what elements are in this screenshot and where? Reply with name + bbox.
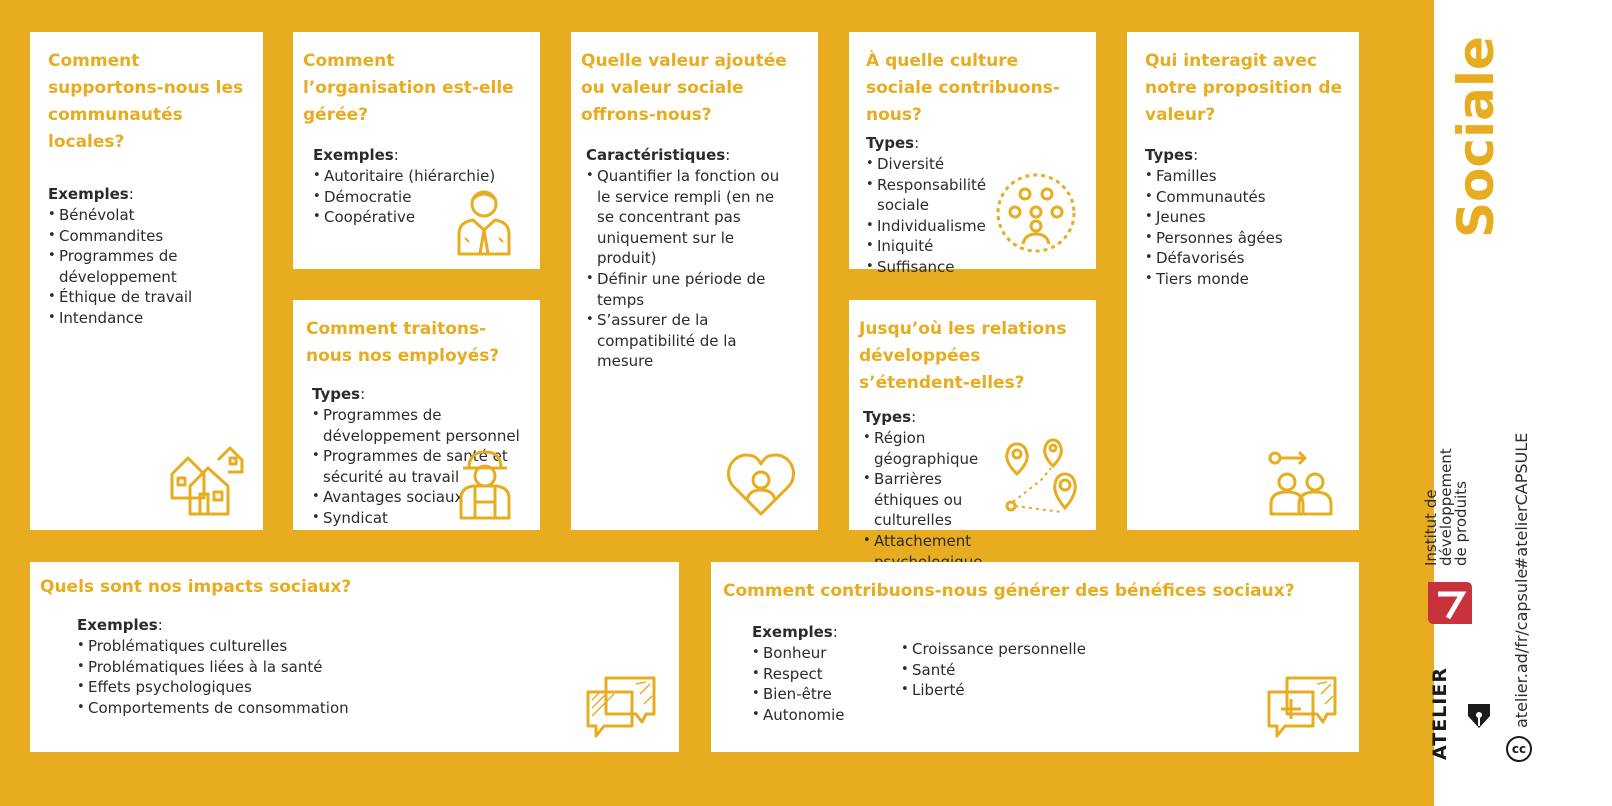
card-subtitle: Caractéristiques: (586, 146, 731, 164)
card-subtitle: Exemples: (48, 185, 134, 203)
list-item: • Personnes âgées (1145, 228, 1343, 249)
list-item: • Commandites (48, 226, 247, 247)
creative-commons-icon (1506, 736, 1532, 762)
card-title: Quelle valeur ajoutée ou valeur sociale offrons-nous? (581, 51, 787, 125)
list-item: • Défavorisés (1145, 248, 1343, 269)
list-item: • Coopérative (313, 207, 524, 228)
idp-line-2: développement (1437, 448, 1455, 566)
list-item: • Responsabilité sociale (866, 175, 986, 216)
card-subtitle: Exemples: (752, 623, 838, 641)
card-subtitle: Types: (312, 385, 366, 403)
list-item: • Démocratie (313, 187, 524, 208)
card-subtitle: Exemples: (313, 146, 399, 164)
item-list (866, 154, 986, 278)
list-item: • Intendance (48, 308, 247, 329)
card-title: Comment l’organisation est-elle gérée? (303, 51, 514, 125)
card-social-impacts (30, 562, 679, 752)
card-title: Jusqu’où les relations développées s’étendent-elles? (859, 319, 1067, 393)
list-item: • Programmes de développement personnel (312, 405, 524, 446)
map-pins-icon (1001, 436, 1081, 516)
atelier-logo: ATELIER (1429, 667, 1451, 760)
idp-line-3: de produits (1452, 481, 1470, 566)
list-item: • Quantifier la fonction ou le service rempli (en ne se concentrant pas uniquement sur le produit) (586, 166, 780, 269)
list-item: • Avantages sociaux (312, 487, 524, 508)
list-item: • Familles (1145, 166, 1343, 187)
list-item: • Définir une période de temps (586, 269, 780, 310)
sidebar (1422, 0, 1612, 806)
list-item: • Problématiques culturelles (77, 636, 663, 657)
group-circle-icon (995, 172, 1077, 254)
card-title: Comment traitons-nous nos employés? (306, 319, 500, 366)
list-item: • Comportements de consommation (77, 698, 663, 719)
card-title: Comment supportons-nous les communautés locales? (48, 51, 244, 152)
list-item: • Jeunes (1145, 207, 1343, 228)
people-arrow-icon (1267, 446, 1339, 518)
card-local-communities (30, 32, 263, 530)
list-item: • Croissance personnelle (901, 639, 1086, 660)
idp-name (1424, 448, 1469, 566)
worker-icon (455, 448, 515, 520)
speech-bubbles-icon (584, 674, 658, 738)
card-social-benefits (711, 562, 1359, 752)
list-item: • Barrières éthiques ou culturelles (863, 469, 1003, 531)
item-list (586, 166, 780, 372)
list-item: • Tiers monde (1145, 269, 1343, 290)
list-item: • Individualisme (866, 216, 986, 237)
list-item: • Problématiques liées à la santé (77, 657, 663, 678)
card-subtitle: Types: (866, 134, 920, 152)
item-list (48, 205, 247, 329)
list-item: • Effets psychologiques (77, 677, 663, 698)
card-social-culture (849, 32, 1096, 276)
list-item: • Bien-être (752, 684, 845, 705)
hashtag-text: #atelierCAPSULE (1512, 432, 1531, 570)
list-item: • Attachement (863, 531, 1003, 572)
card-employees (293, 300, 540, 530)
item-list (863, 428, 1003, 572)
list-item: • Respect (752, 664, 845, 685)
card-subtitle: Types: (1145, 146, 1199, 164)
heart-person-icon (725, 450, 797, 518)
list-item: • Santé (901, 660, 1086, 681)
card-subtitle: Exemples: (77, 616, 163, 634)
url-text: atelier.ad/fr/capsule (1512, 568, 1531, 728)
speech-bubble-plus-icon (1265, 674, 1339, 738)
list-item: • Bénévolat (48, 205, 247, 226)
item-list (77, 636, 663, 718)
list-item: • Région géographique (863, 428, 1003, 469)
card-relations (849, 300, 1096, 550)
houses-icon (168, 442, 246, 516)
card-subtitle: Types: (863, 408, 917, 426)
pen-nib-icon (1464, 700, 1494, 730)
card-title: Qui interagit avec notre proposition de valeur? (1145, 51, 1343, 125)
item-list-col1 (752, 643, 845, 725)
card-title: Quels sont nos impacts sociaux? (40, 577, 352, 597)
list-item: • Bonheur (752, 643, 845, 664)
list-item: • Autoritaire (hiérarchie) (313, 166, 524, 187)
list-item: • Liberté (901, 680, 1086, 701)
list-item: • Iniquité (866, 236, 986, 257)
cc-badge-text: cc (1511, 742, 1527, 756)
idp-logo-icon (1424, 578, 1474, 628)
card-governance (293, 32, 540, 269)
sidebar-title: Sociale (1447, 36, 1505, 238)
list-item: • Programmes de santé et sécurité au travail (312, 446, 524, 487)
card-title: Comment contribuons-nous générer des bénéfices sociaux? (723, 581, 1295, 601)
card-stakeholders (1127, 32, 1359, 530)
list-item: • Suffisance (866, 257, 986, 278)
list-item: • Programmes de développement (48, 246, 247, 287)
list-item: • Communautés (1145, 187, 1343, 208)
card-social-value (571, 32, 818, 530)
card-title: À quelle culture sociale contribuons-nous? (866, 51, 1060, 125)
list-item: • S’assurer de la compatibilité de la mesure (586, 310, 780, 372)
businessman-icon (455, 188, 513, 256)
list-item: • Syndicat (312, 508, 524, 529)
list-item: • Diversité (866, 154, 986, 175)
item-list (1145, 166, 1343, 290)
list-item: • Autonomie (752, 705, 845, 726)
idp-line-1: Institut de (1422, 489, 1440, 566)
item-list-col2 (901, 639, 1086, 701)
list-item: • Éthique de travail (48, 287, 247, 308)
